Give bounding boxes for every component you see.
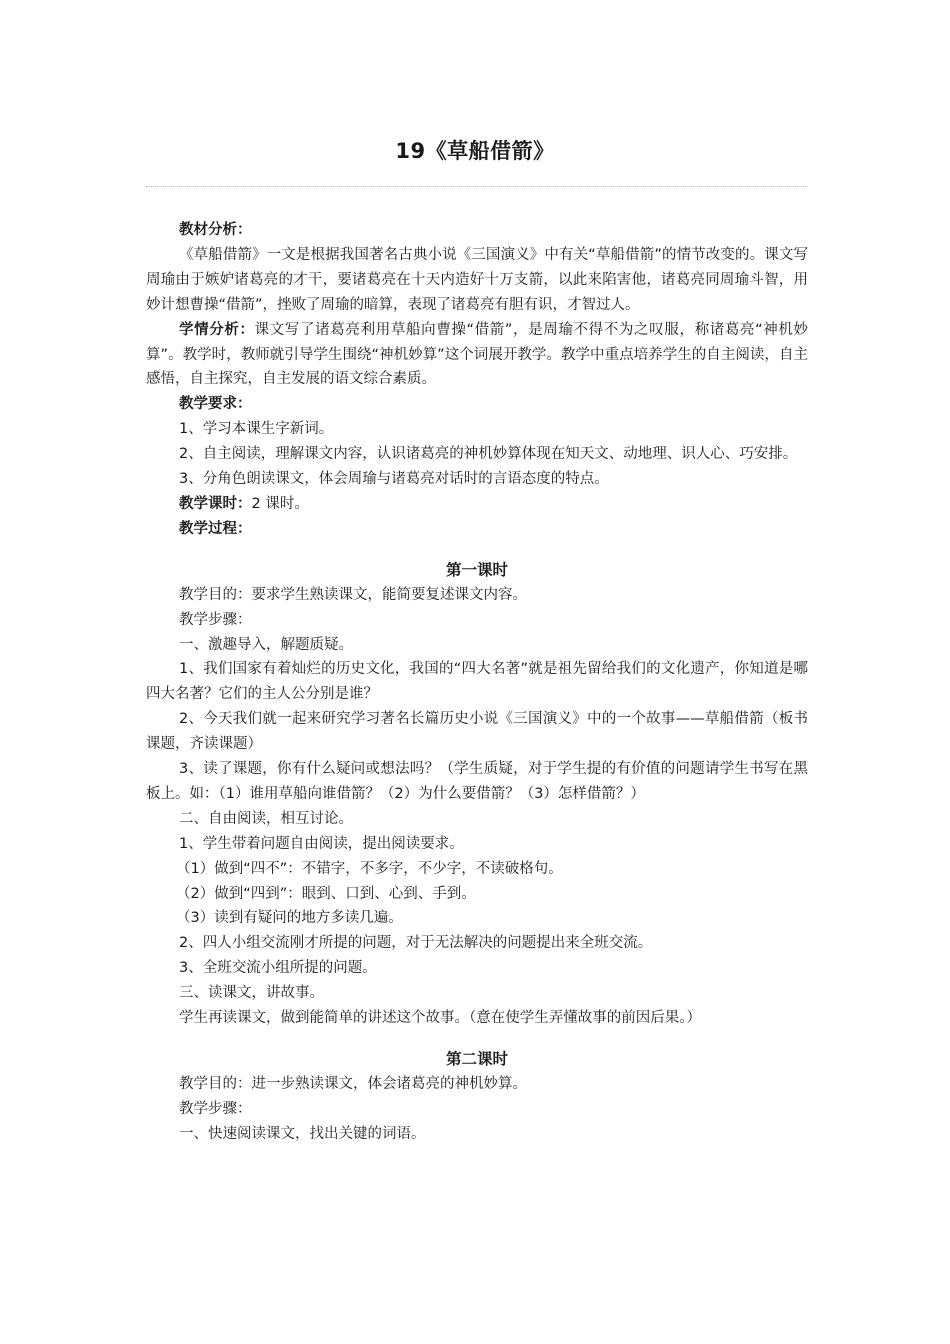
hours-line (146, 492, 808, 517)
lesson1-step: 学生再读课文，做到能简单的讲述这个故事。（意在使学生弄懂故事的前因后果。） (179, 1010, 701, 1027)
lesson1-step: 2、今天我们就一起来研究学习著名长篇历史小说《三国演义》中的一个故事——草船借箭（板书课题，齐读课题） (146, 711, 808, 753)
lesson2-part1: 一、快速阅读课文，找出关键的词语。 (179, 1125, 426, 1142)
document-body (146, 218, 808, 1147)
lesson1-substep: （3）读到有疑问的地方多读几遍。 (176, 910, 403, 927)
students-text: 课文写了诸葛亮利用草船向曹操“借箭”，是周瑜不得不为之叹服，称诸葛亮“神机妙算”。教学时，教师就引导学生围绕“神机妙算”这个词展开教学。教学中重点培养学生的自主阅读，自主感悟，自主探究，自主发展的语文综合素质。 (146, 321, 808, 388)
requirement-item: 3、分角色朗读课文，体会周瑜与诸葛亮对话时的言语态度的特点。 (179, 471, 609, 488)
lesson1-step: 1、学生带着问题自由阅读，提出阅读要求。 (179, 835, 464, 852)
students-heading: 学情分析： (179, 321, 255, 338)
hours-heading: 教学课时： (179, 495, 252, 512)
lesson2-steps-label: 教学步骤： (179, 1100, 252, 1117)
lesson1-steps-label: 教学步骤： (179, 611, 252, 628)
analysis-paragraph: 《草船借箭》一文是根据我国著名古典小说《三国演义》中有关“草船借箭”的情节改变的。课文写周瑜由于嫉妒诸葛亮的才干，要诸葛亮在十天内造好十万支箭，以此来陷害他，诸葛亮同周瑜斗智，用妙计想曹操“借箭”，挫败了周瑜的暗算，表现了诸葛亮有胆有识，才智过人。 (146, 246, 808, 313)
students-paragraph (146, 318, 808, 393)
lesson2-purpose: 教学目的：进一步熟读课文，体会诸葛亮的神机妙算。 (179, 1075, 527, 1092)
document-title: 19《草船借箭》 (395, 139, 555, 163)
lesson1-part2: 二、自由阅读，相互讨论。 (179, 810, 353, 827)
requirement-item: 2、自主阅读，理解课文内容，认识诸葛亮的神机妙算体现在知天文、动地理、识人心、巧安排。 (179, 446, 798, 463)
lesson1-step: 3、读了课题，你有什么疑问或想法吗？（学生质疑，对于学生提的有价值的问题请学生书写在黑板上。如：（1）谁用草船向谁借箭？（2）为什么要借箭？（3）怎样借箭？） (146, 761, 808, 802)
lesson2-heading: 第二课时 (445, 1050, 508, 1068)
lesson1-step: 1、我们国家有着灿烂的历史文化，我国的“四大名著”就是祖先留给我们的文化遗产，你知道是哪四大名著？它们的主人公分别是谁？ (146, 661, 808, 703)
lesson1-step: 2、四人小组交流刚才所提的问题，对于无法解决的问题提出来全班交流。 (179, 935, 653, 952)
requirement-item: 1、学习本课生字新词。 (179, 421, 334, 438)
hours-text: 2 课时。 (251, 495, 309, 512)
lesson1-substep: （1）做到“四不”：不错字，不多字，不少字，不读破格句。 (176, 860, 563, 877)
lesson1-part3: 三、读课文，讲故事。 (179, 985, 324, 1002)
lesson1-substep: （2）做到“四到”：眼到、口到、心到、手到。 (176, 885, 476, 902)
process-heading: 教学过程： (179, 520, 252, 537)
analysis-heading: 教材分析： (179, 222, 252, 238)
lesson1-step: 3、全班交流小组所提的问题。 (179, 960, 377, 977)
title-divider (146, 186, 808, 187)
requirements-heading: 教学要求： (179, 396, 252, 413)
lesson1-purpose: 教学目的：要求学生熟读课文，能简要复述课文内容。 (179, 586, 527, 603)
lesson1-part1: 一、激趣导入，解题质疑。 (179, 636, 353, 653)
lesson1-heading: 第一课时 (445, 560, 508, 579)
